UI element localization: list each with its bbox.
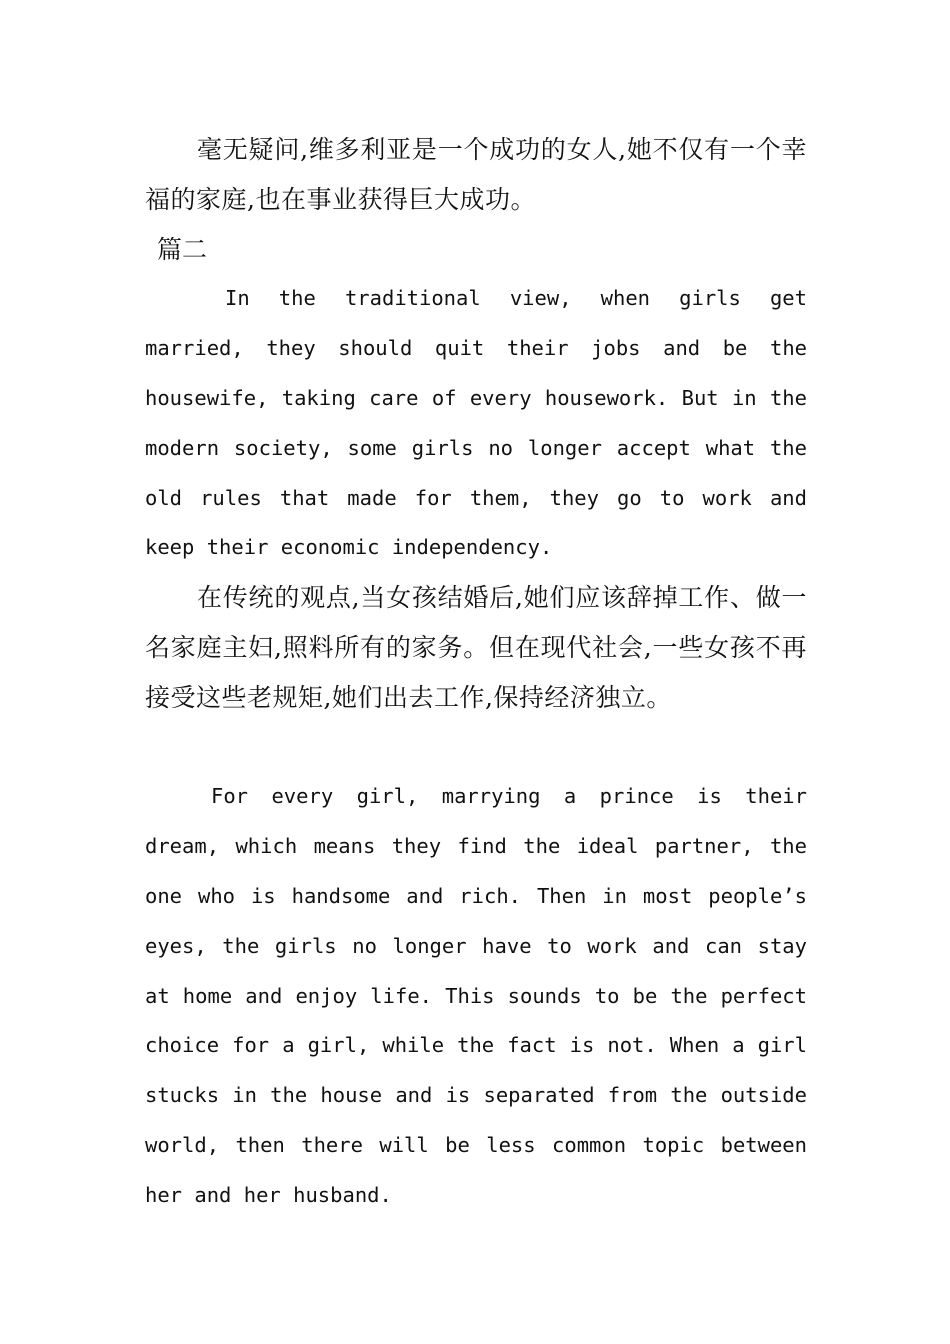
paragraph-chinese-traditional-view: 在传统的观点,当女孩结婚后,她们应该辞掉工作、做一名家庭主妇,照料所有的家务。但在现代社会,一些女孩不再接受这些老规矩,她们出去工作,保持经济独立。 [145, 583, 807, 712]
paragraph-english-traditional-view: In the traditional view, when girls get married, they should quit their jobs and be the housewife, taking care of every housework. But in the modern society, some girls no longer accept what the old rules that made for them, they go to work and keep their economic independency. [145, 286, 807, 560]
paragraph-chinese-victoria: 毫无疑问,维多利亚是一个成功的女人,她不仅有一个幸福的家庭,也在事业获得巨大成功。 [145, 135, 807, 214]
section-heading: 篇二 [157, 234, 208, 264]
blank-line [145, 723, 807, 773]
document-body [145, 125, 807, 1221]
paragraph-english-marrying-prince: For every girl, marrying a prince is their dream, which means they find the ideal partner, the one who is handsome and rich. Then in most people’s eyes, the girls no longer have to work and can stay at home and enjoy life. This sounds to be the perfect choice for a girl, while the fact is not. When a girl stucks in the house and is separated from the outside world, then there will be less common topic between her and her husband. [145, 784, 807, 1207]
